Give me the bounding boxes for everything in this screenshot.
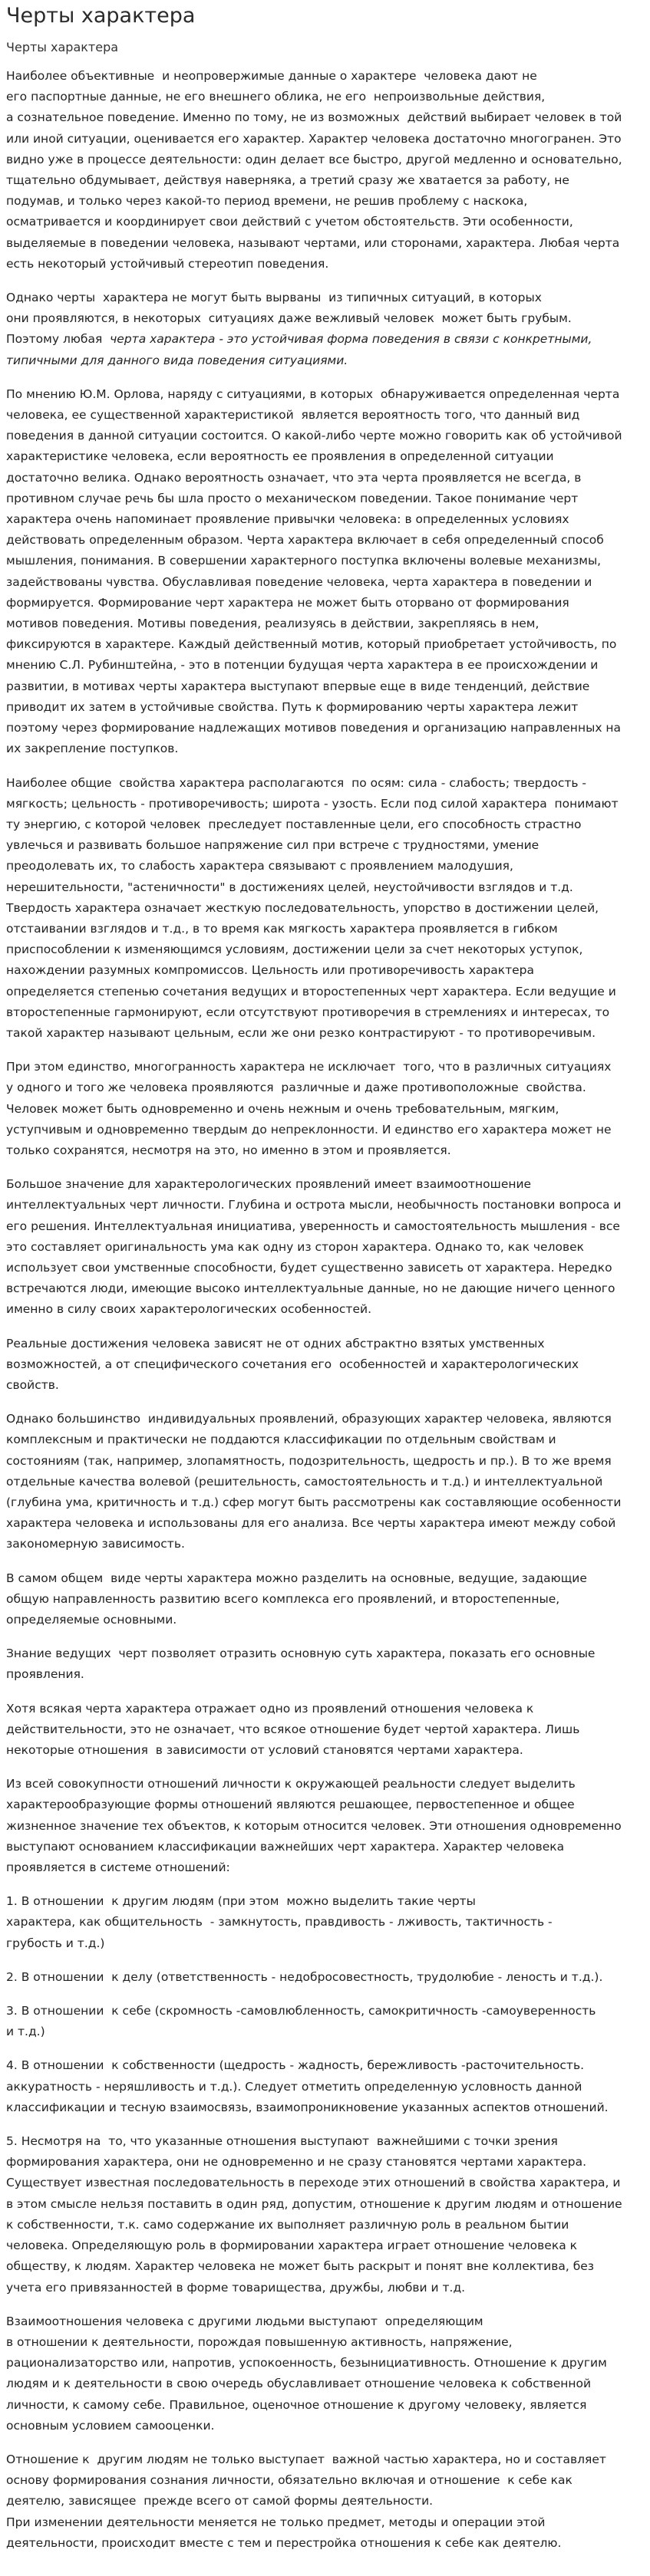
article-paragraph: Большое значение для характерологических проявлений имеет взаимоотношение интеллектуальных черт личности. Глубина и острота мысли, необычность постановки вопроса и его решения. Интеллектуальная инициатива, уверенность и самостоятельность мышления - все это составляет оригинальность ума как одну из сторон характера. Однако то, как человек использует свои умственные способности, будет существенно зависеть от характера. Нередко встречаются люди, имеющие высоко интеллектуальные данные, но не дающие ничего ценного именно в силу своих характерологических особенностей. — [6, 1177, 622, 1317]
relations-list-item: 5. Несмотря на то, что указанные отношения выступают важнейшими с точки зрения формирования характера, они не одновременно и не сразу становятся чертами характера. Существует известная последовательность в переходе этих отношений в свойства характера, и в этом смысле нельзя поставить в один ряд, допустим, отношение к другим людям и отношение к собственности, т.к. само содержание их выполняет различную роль в реальном бытии человека. Определяющую роль в формировании характера играет отношение человека к обществу, к людям. Характер человека не может быть раскрыт и понят вне коллектива, без учета его привязанностей в форме товарищества, дружбы, любви и т.д. — [6, 2134, 622, 2295]
article-heading: Черты характера — [6, 40, 119, 54]
article-paragraph: Хотя всякая черта характера отражает одно из проявлений отношения человека к действительности, это не означает, что всякое отношение будет чертой характера. Лишь некоторые отношения в зависимости от условий становятся чертами характера. — [6, 1701, 580, 1758]
article-paragraph: Отношение к другим людям не только выступает важной частью характера, но и составляет основу формирования сознания личности, обязательно включая и отношение к себе как деятелю, зависящее прежде всего от самой формы деятельности. При изменении деятельности меняется не только предмет, методы и операции этой деятельности, происходит вместе с тем и перестройка отношения к себе как деятелю. — [6, 2452, 606, 2550]
relations-list-item: 3. В отношении к себе (скромность -самовлюбленность, самокритичность -самоуверенность и т.д.) — [6, 2004, 596, 2039]
article-paragraph: Знание ведущих черт позволяет отразить основную суть характера, показать его основные проявления. — [6, 1647, 596, 1682]
article-paragraph: При этом единство, многогранность характера не исключает того, что в различных ситуациях у одного и того же человека проявляются различные и даже противоположные свойства. Человек может быть одновременно и очень нежным и очень требовательным, мягким, уступчивым и одновременно твердым до непреклонности. И единство его характера может не только сохранятся, несмотря на это, но именно в этом и проявляется. — [6, 1060, 612, 1157]
page-title: Черты характера — [6, 4, 196, 28]
article-paragraph: В самом общем виде черты характера можно разделить на основные, ведущие, задающие общую направленность развитию всего комплекса его проявлений, и второстепенные, определяемые основными. — [6, 1571, 587, 1627]
relations-list-item: 1. В отношении к другим людям (при этом можно выделить такие черты характера, как общительность - замкнутость, правдивость - лживость, тактичность - грубость и т.д.) — [6, 1894, 553, 1950]
relations-list-item: 2. В отношении к делу (ответственность - недобросовестность, трудолюбие - леность и т.д.). — [6, 1969, 603, 1984]
paragraph-text: Однако черты характера не могут быть вырваны из типичных ситуаций, в которых они проявляются, в некоторых ситуациях даже вежливый человек может быть грубым. Поэтому любая — [6, 291, 572, 347]
article-paragraph: Наиболее общие свойства характера располагаются по осям: сила - слабость; твердость - мягкость; цельность - противоречивость; широта - узость. Если под силой характера понимают ту энергию, с которой человек преследует поставленные цели, его способность страстно увлечься и развивать большое напряжение сил при встрече с трудностями, умение преодолевать их, то слабость характера связывают с проявлением малодушия, нерешительности, "астеничности" в достижениях целей, неустойчивости взглядов и т.д. Твердость характера означает жесткую последовательность, упорство в достижении целей, отстаивании взглядов и т.д., в то время как мягкость характера проявляется в гибком приспособлении к изменяющимся условиям, достижении цели за счет некоторых уступок, нахождении разумных компромиссов. Цельность или противоречивость характера определяется степенью сочетания ведущих и второстепенных черт характера. Если ведущие и второстепенные гармонируют, если отсутствуют противоречия в стремлениях и интересах, то такой характер называют цельным, если же они резко контрастируют - то противоречивым. — [6, 775, 619, 1040]
article-paragraph: Взаимоотношения человека с другими людьми выступают определяющим в отношении к деятельности, порождая повышенную активность, напряжение, рационализаторство или, напротив, успокоенность, безынициативность. Отношение к другим людям и к деятельности в свою очередь обуславливает отношение человека к собственной личности, к самому себе. Правильное, оценочное отношение к другому человеку, является основным условием самооценки. — [6, 2314, 607, 2433]
article-paragraph: По мнению Ю.М. Орлова, наряду с ситуациями, в которых обнаруживается определенная черта человека, ее существенной характеристикой является вероятность того, что данный вид поведения в данной ситуации состоится. О какой-либо черте можно говорить как об устойчивой характеристике человека, если вероятность ее проявления в определенной ситуации достаточно велика. Однако вероятность означает, что эта черта проявляется не всегда, в противном случае речь бы шла просто о механическом поведении. Такое понимание черт характера очень напоминает проявление привычки человека: в определенных условиях действовать определенным образом. Черта характера включает в себя определенный способ мышления, понимания. В совершении характерного поступка включены волевые механизмы, задействованы чувства. Обуславливая поведение человека, черта характера в поведении и формируется. Формирование черт характера не может быть оторвано от формирования мотивов поведения. Мотивы поведения, реализуясь в действии, закрепляясь в нем, фиксируются в характере. Каждый действенный мотив, который приобретает устойчивость, по мнению С.Л. Рубинштейна, - это в потенции будущая черта характера в ее происхождении и развитии, в мотивах черты характера выступают впервые еще в виде тенденций, действие приводит их затем в устойчивые свойства. Путь к формированию черты характера лежит поэтому через формирование надлежащих мотивов поведения и организацию направленных на их закрепление поступков. — [6, 387, 622, 756]
emphasized-definition: черта характера - это устойчивая форма поведения в связи с конкретными, типичными для данного вида поведения ситуациями. — [6, 332, 592, 367]
article-paragraph: Реальные достижения человека зависят не от одних абстрактно взятых умственных возможностей, а от специфического сочетания его особенностей и характерологических свойств. — [6, 1336, 579, 1392]
article-paragraph: Наиболее объективные и неопровержимые данные о характере человека дают не его паспортные данные, не его внешнего облика, не его непроизвольные действия, а сознательное поведение. Именно по тому, не из возможных действий выбирает человек в той или иной ситуации, оценивается его характер. Характер человека достаточно многогранен. Это видно уже в процессе деятельности: один делает все быстро, другой медленно и основательно, тщательно обдумывает, действуя наверняка, а третий сразу же хватается за работу, не подумав, и только через какой-то период времени, не решив проблему с наскока, осматривается и координирует свои действий с учетом обстоятельств. Эти особенности, выделяемые в поведении человека, называют чертами, или сторонами, характера. Любая черта есть некоторый устойчивый стереотип поведения. — [6, 69, 622, 271]
relations-list-item: 4. В отношении к собственности (щедрость - жадность, бережливость -расточительность. аккуратность - неряшливость и т.д.). Следует отметить определенную условность данной классификации и тесную взаимосвязь, взаимопроникновение указанных аспектов отношений. — [6, 2058, 609, 2114]
definition-paragraph — [6, 288, 644, 371]
article-body — [6, 66, 644, 2554]
article-paragraph: Из всей совокупности отношений личности к окружающей реальности следует выделить характерообразующие формы отношений являются решающее, первостепенное и общее жизненное значение тех объектов, к которым относится человек. Эти отношения одновременно выступают основанием классификации важнейших черт характера. Характер человека проявляется в системе отношений: — [6, 1777, 622, 1875]
article-paragraph: Однако большинство индивидуальных проявлений, образующих характер человека, являются комплексным и практически не поддаются классификации по отдельным свойствам и состояниям (так, например, злопамятность, подозрительность, щедрость и пр.). В то же время отдельные качества волевой (решительность, самостоятельность и т.д.) и интеллектуальной (глубина ума, критичность и т.д.) сфер могут быть рассмотрены как составляющие особенности характера человека и использованы для его анализа. Все черты характера имеют между собой закономерную зависимость. — [6, 1412, 622, 1551]
